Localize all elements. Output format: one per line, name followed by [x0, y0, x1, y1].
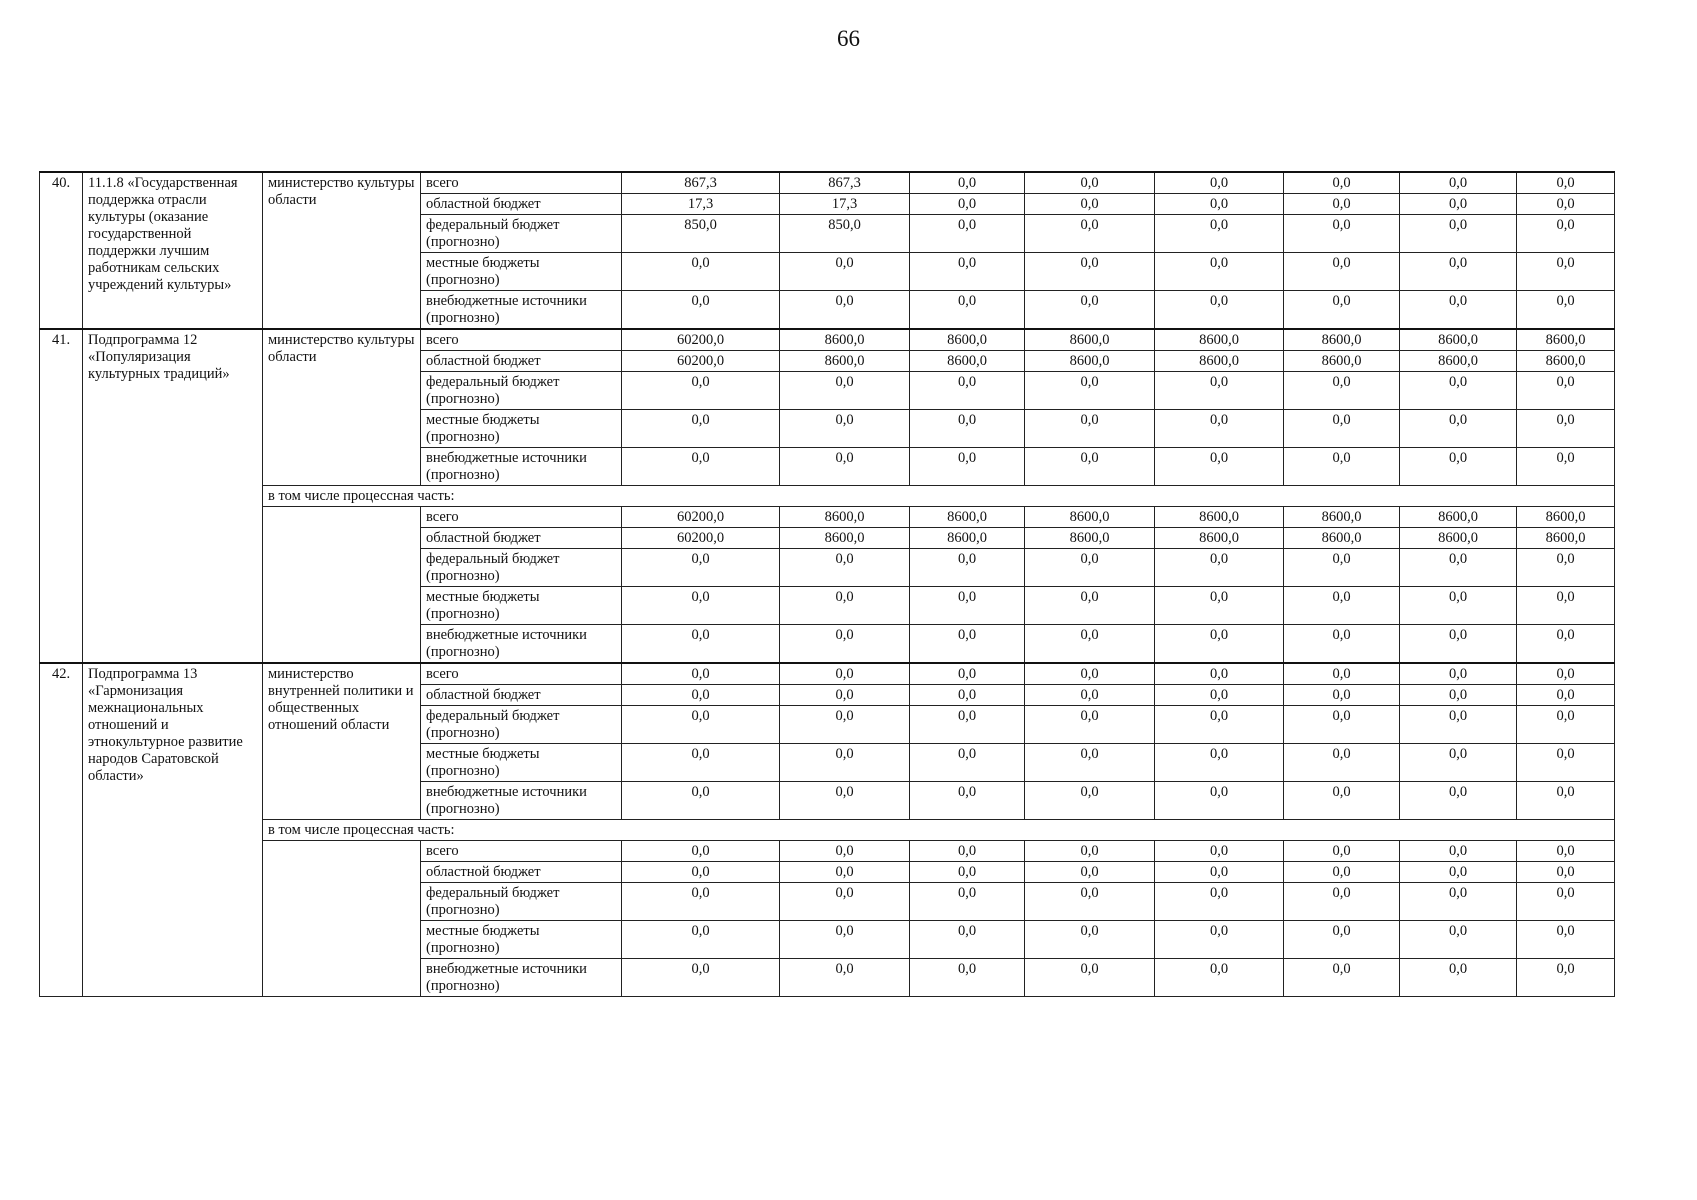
value-cell: 0,0	[780, 448, 910, 486]
value-cell: 0,0	[1400, 194, 1517, 215]
funding-source-label: внебюджетные источники (прогнозно)	[421, 959, 622, 997]
value-cell: 0,0	[622, 625, 780, 664]
value-cell: 0,0	[1284, 172, 1400, 194]
value-cell: 0,0	[1400, 448, 1517, 486]
value-cell: 0,0	[1025, 921, 1155, 959]
table-row	[40, 329, 1615, 351]
value-cell: 0,0	[1284, 215, 1400, 253]
funding-source-label: областной бюджет	[421, 351, 622, 372]
value-cell: 0,0	[780, 587, 910, 625]
value-cell: 0,0	[1517, 172, 1615, 194]
value-cell: 0,0	[1400, 215, 1517, 253]
value-cell: 0,0	[1155, 172, 1284, 194]
value-cell: 0,0	[1400, 253, 1517, 291]
value-cell: 867,3	[622, 172, 780, 194]
value-cell: 0,0	[910, 862, 1025, 883]
process-part-row	[40, 820, 1615, 841]
value-cell: 0,0	[1155, 410, 1284, 448]
value-cell: 0,0	[1517, 372, 1615, 410]
program-name: 11.1.8 «Государственная поддержка отрасли культуры (оказание государственной поддержки лучшим работникам сельских учреждений культуры»	[83, 172, 263, 329]
value-cell: 0,0	[780, 410, 910, 448]
funding-source-label: федеральный бюджет (прогнозно)	[421, 706, 622, 744]
value-cell: 0,0	[622, 883, 780, 921]
value-cell: 0,0	[1284, 744, 1400, 782]
value-cell: 0,0	[910, 172, 1025, 194]
value-cell: 8600,0	[1400, 507, 1517, 528]
value-cell: 0,0	[1400, 372, 1517, 410]
value-cell: 0,0	[1155, 685, 1284, 706]
value-cell: 0,0	[622, 549, 780, 587]
value-cell: 60200,0	[622, 329, 780, 351]
value-cell: 0,0	[1155, 194, 1284, 215]
funding-source-label: внебюджетные источники (прогнозно)	[421, 448, 622, 486]
executor-blank	[263, 841, 421, 997]
value-cell: 0,0	[780, 883, 910, 921]
value-cell: 0,0	[780, 663, 910, 685]
value-cell: 0,0	[1400, 921, 1517, 959]
value-cell: 0,0	[622, 782, 780, 820]
value-cell: 0,0	[910, 663, 1025, 685]
value-cell: 8600,0	[1400, 351, 1517, 372]
value-cell: 0,0	[780, 685, 910, 706]
value-cell: 0,0	[1025, 448, 1155, 486]
table-row	[40, 663, 1615, 685]
value-cell: 0,0	[1025, 215, 1155, 253]
value-cell: 0,0	[1517, 685, 1615, 706]
value-cell: 0,0	[1517, 549, 1615, 587]
value-cell: 0,0	[622, 410, 780, 448]
value-cell: 0,0	[1400, 959, 1517, 997]
value-cell: 0,0	[1400, 685, 1517, 706]
value-cell: 0,0	[780, 921, 910, 959]
value-cell: 8600,0	[1517, 507, 1615, 528]
value-cell: 8600,0	[1284, 528, 1400, 549]
value-cell: 8600,0	[1284, 329, 1400, 351]
value-cell: 0,0	[1284, 625, 1400, 664]
funding-source-label: всего	[421, 663, 622, 685]
value-cell: 0,0	[1284, 841, 1400, 862]
value-cell: 0,0	[1155, 291, 1284, 330]
value-cell: 0,0	[1284, 291, 1400, 330]
value-cell: 0,0	[1517, 744, 1615, 782]
value-cell: 0,0	[1284, 782, 1400, 820]
program-name: Подпрограмма 13 «Гармонизация межнациональных отношений и этнокультурное развитие народов Саратовской области»	[83, 663, 263, 997]
value-cell: 0,0	[622, 685, 780, 706]
value-cell: 8600,0	[1025, 329, 1155, 351]
value-cell: 0,0	[622, 448, 780, 486]
value-cell: 0,0	[1517, 410, 1615, 448]
value-cell: 0,0	[1517, 448, 1615, 486]
value-cell: 0,0	[1400, 744, 1517, 782]
value-cell: 0,0	[622, 706, 780, 744]
value-cell: 0,0	[1400, 782, 1517, 820]
value-cell: 0,0	[1155, 625, 1284, 664]
value-cell: 0,0	[910, 448, 1025, 486]
table-row	[40, 172, 1615, 194]
value-cell: 0,0	[910, 625, 1025, 664]
value-cell: 0,0	[1517, 253, 1615, 291]
value-cell: 8600,0	[1155, 351, 1284, 372]
value-cell: 0,0	[1155, 448, 1284, 486]
funding-source-label: местные бюджеты (прогнозно)	[421, 253, 622, 291]
value-cell: 0,0	[622, 959, 780, 997]
value-cell: 0,0	[1025, 625, 1155, 664]
funding-source-label: местные бюджеты (прогнозно)	[421, 587, 622, 625]
value-cell: 0,0	[1025, 663, 1155, 685]
value-cell: 0,0	[1025, 782, 1155, 820]
value-cell: 0,0	[1284, 372, 1400, 410]
value-cell: 0,0	[1155, 253, 1284, 291]
value-cell: 0,0	[1284, 921, 1400, 959]
value-cell: 8600,0	[910, 507, 1025, 528]
value-cell: 0,0	[1155, 862, 1284, 883]
value-cell: 0,0	[780, 549, 910, 587]
value-cell: 0,0	[1284, 862, 1400, 883]
value-cell: 0,0	[1025, 959, 1155, 997]
funding-source-label: областной бюджет	[421, 685, 622, 706]
value-cell: 0,0	[780, 959, 910, 997]
value-cell: 0,0	[1025, 841, 1155, 862]
value-cell: 0,0	[1284, 959, 1400, 997]
executor-blank	[263, 507, 421, 664]
value-cell: 0,0	[1155, 959, 1284, 997]
program-name: Подпрограмма 12 «Популяризация культурных традиций»	[83, 329, 263, 663]
value-cell: 0,0	[1400, 410, 1517, 448]
value-cell: 0,0	[1400, 549, 1517, 587]
value-cell: 8600,0	[1155, 329, 1284, 351]
value-cell: 0,0	[910, 549, 1025, 587]
value-cell: 0,0	[1025, 291, 1155, 330]
value-cell: 0,0	[780, 291, 910, 330]
value-cell: 8600,0	[1284, 351, 1400, 372]
value-cell: 0,0	[780, 744, 910, 782]
value-cell: 0,0	[1025, 253, 1155, 291]
value-cell: 0,0	[622, 587, 780, 625]
funding-source-label: всего	[421, 841, 622, 862]
funding-source-label: областной бюджет	[421, 528, 622, 549]
value-cell: 8600,0	[910, 528, 1025, 549]
value-cell: 0,0	[1155, 782, 1284, 820]
value-cell: 60200,0	[622, 351, 780, 372]
value-cell: 0,0	[780, 372, 910, 410]
value-cell: 0,0	[1025, 410, 1155, 448]
value-cell: 0,0	[1517, 921, 1615, 959]
value-cell: 0,0	[1025, 706, 1155, 744]
funding-source-label: федеральный бюджет (прогнозно)	[421, 883, 622, 921]
value-cell: 0,0	[1284, 410, 1400, 448]
value-cell: 0,0	[1025, 172, 1155, 194]
process-part-row	[40, 486, 1615, 507]
row-number: 40.	[40, 172, 83, 329]
funding-source-label: всего	[421, 329, 622, 351]
value-cell: 0,0	[910, 410, 1025, 448]
value-cell: 0,0	[780, 782, 910, 820]
funding-source-label: внебюджетные источники (прогнозно)	[421, 291, 622, 330]
value-cell: 8600,0	[910, 351, 1025, 372]
value-cell: 8600,0	[1155, 528, 1284, 549]
value-cell: 0,0	[1284, 883, 1400, 921]
value-cell: 0,0	[622, 921, 780, 959]
value-cell: 0,0	[1517, 194, 1615, 215]
value-cell: 0,0	[1517, 862, 1615, 883]
budget-table	[39, 171, 1615, 997]
value-cell: 867,3	[780, 172, 910, 194]
value-cell: 0,0	[1155, 372, 1284, 410]
value-cell: 0,0	[1517, 663, 1615, 685]
value-cell: 0,0	[1284, 549, 1400, 587]
value-cell: 0,0	[1517, 841, 1615, 862]
executor-name: министерство культуры области	[263, 172, 421, 329]
value-cell: 0,0	[910, 959, 1025, 997]
value-cell: 0,0	[1517, 215, 1615, 253]
value-cell: 0,0	[1284, 706, 1400, 744]
value-cell: 0,0	[780, 706, 910, 744]
value-cell: 850,0	[780, 215, 910, 253]
value-cell: 0,0	[1517, 782, 1615, 820]
value-cell: 0,0	[1400, 883, 1517, 921]
value-cell: 0,0	[1025, 744, 1155, 782]
funding-source-label: местные бюджеты (прогнозно)	[421, 410, 622, 448]
value-cell: 8600,0	[1517, 329, 1615, 351]
value-cell: 17,3	[622, 194, 780, 215]
value-cell: 0,0	[1155, 744, 1284, 782]
value-cell: 0,0	[1284, 663, 1400, 685]
value-cell: 0,0	[910, 744, 1025, 782]
value-cell: 17,3	[780, 194, 910, 215]
value-cell: 60200,0	[622, 528, 780, 549]
value-cell: 0,0	[1400, 706, 1517, 744]
funding-source-label: областной бюджет	[421, 862, 622, 883]
value-cell: 8600,0	[1517, 528, 1615, 549]
value-cell: 8600,0	[1400, 528, 1517, 549]
value-cell: 8600,0	[1025, 351, 1155, 372]
value-cell: 0,0	[1025, 372, 1155, 410]
value-cell: 0,0	[1517, 625, 1615, 664]
value-cell: 8600,0	[1400, 329, 1517, 351]
row-number: 42.	[40, 663, 83, 997]
value-cell: 0,0	[910, 291, 1025, 330]
value-cell: 0,0	[1155, 587, 1284, 625]
value-cell: 0,0	[1517, 291, 1615, 330]
value-cell: 0,0	[622, 744, 780, 782]
funding-source-label: внебюджетные источники (прогнозно)	[421, 625, 622, 664]
value-cell: 60200,0	[622, 507, 780, 528]
value-cell: 0,0	[1155, 921, 1284, 959]
funding-source-label: областной бюджет	[421, 194, 622, 215]
value-cell: 0,0	[780, 841, 910, 862]
value-cell: 0,0	[910, 685, 1025, 706]
value-cell: 0,0	[1517, 587, 1615, 625]
value-cell: 0,0	[1517, 883, 1615, 921]
value-cell: 0,0	[1284, 685, 1400, 706]
value-cell: 0,0	[1400, 862, 1517, 883]
value-cell: 0,0	[780, 862, 910, 883]
value-cell: 0,0	[780, 625, 910, 664]
value-cell: 0,0	[1400, 172, 1517, 194]
value-cell: 0,0	[1284, 194, 1400, 215]
value-cell: 8600,0	[910, 329, 1025, 351]
value-cell: 0,0	[1400, 841, 1517, 862]
value-cell: 0,0	[910, 841, 1025, 862]
value-cell: 0,0	[1284, 448, 1400, 486]
value-cell: 0,0	[1155, 841, 1284, 862]
value-cell: 0,0	[910, 883, 1025, 921]
value-cell: 0,0	[910, 253, 1025, 291]
funding-source-label: местные бюджеты (прогнозно)	[421, 744, 622, 782]
value-cell: 0,0	[1025, 862, 1155, 883]
page-number: 66	[837, 26, 860, 51]
value-cell: 850,0	[622, 215, 780, 253]
value-cell: 0,0	[622, 663, 780, 685]
value-cell: 0,0	[1025, 685, 1155, 706]
value-cell: 8600,0	[1025, 528, 1155, 549]
process-part-heading: в том числе процессная часть:	[263, 820, 1615, 841]
value-cell: 0,0	[1155, 883, 1284, 921]
table-row	[40, 841, 1615, 862]
value-cell: 0,0	[622, 862, 780, 883]
value-cell: 0,0	[1025, 587, 1155, 625]
value-cell: 0,0	[1155, 663, 1284, 685]
value-cell: 8600,0	[780, 351, 910, 372]
process-part-heading: в том числе процессная часть:	[263, 486, 1615, 507]
funding-source-label: внебюджетные источники (прогнозно)	[421, 782, 622, 820]
value-cell: 0,0	[1400, 587, 1517, 625]
value-cell: 0,0	[1517, 706, 1615, 744]
value-cell: 8600,0	[780, 528, 910, 549]
value-cell: 0,0	[1400, 663, 1517, 685]
funding-source-label: всего	[421, 507, 622, 528]
value-cell: 0,0	[622, 841, 780, 862]
value-cell: 0,0	[1284, 253, 1400, 291]
value-cell: 8600,0	[1517, 351, 1615, 372]
value-cell: 0,0	[910, 587, 1025, 625]
value-cell: 8600,0	[780, 329, 910, 351]
value-cell: 8600,0	[1025, 507, 1155, 528]
value-cell: 0,0	[910, 215, 1025, 253]
funding-source-label: федеральный бюджет (прогнозно)	[421, 549, 622, 587]
value-cell: 0,0	[1400, 291, 1517, 330]
value-cell: 0,0	[910, 372, 1025, 410]
value-cell: 0,0	[622, 253, 780, 291]
value-cell: 0,0	[1155, 706, 1284, 744]
funding-source-label: всего	[421, 172, 622, 194]
funding-source-label: федеральный бюджет (прогнозно)	[421, 215, 622, 253]
value-cell: 0,0	[910, 194, 1025, 215]
value-cell: 0,0	[780, 253, 910, 291]
value-cell: 0,0	[1025, 883, 1155, 921]
value-cell: 8600,0	[780, 507, 910, 528]
funding-source-label: федеральный бюджет (прогнозно)	[421, 372, 622, 410]
value-cell: 0,0	[910, 782, 1025, 820]
value-cell: 0,0	[1155, 215, 1284, 253]
executor-name: министерство культуры области	[263, 329, 421, 486]
value-cell: 0,0	[1517, 959, 1615, 997]
funding-source-label: местные бюджеты (прогнозно)	[421, 921, 622, 959]
executor-name: министерство внутренней политики и общественных отношений области	[263, 663, 421, 820]
value-cell: 0,0	[1155, 549, 1284, 587]
table-row	[40, 507, 1615, 528]
value-cell: 0,0	[1400, 625, 1517, 664]
value-cell: 0,0	[1025, 549, 1155, 587]
value-cell: 0,0	[1284, 587, 1400, 625]
value-cell: 0,0	[622, 372, 780, 410]
row-number: 41.	[40, 329, 83, 663]
value-cell: 0,0	[910, 921, 1025, 959]
value-cell: 0,0	[622, 291, 780, 330]
value-cell: 8600,0	[1155, 507, 1284, 528]
value-cell: 0,0	[1025, 194, 1155, 215]
value-cell: 8600,0	[1284, 507, 1400, 528]
value-cell: 0,0	[910, 706, 1025, 744]
